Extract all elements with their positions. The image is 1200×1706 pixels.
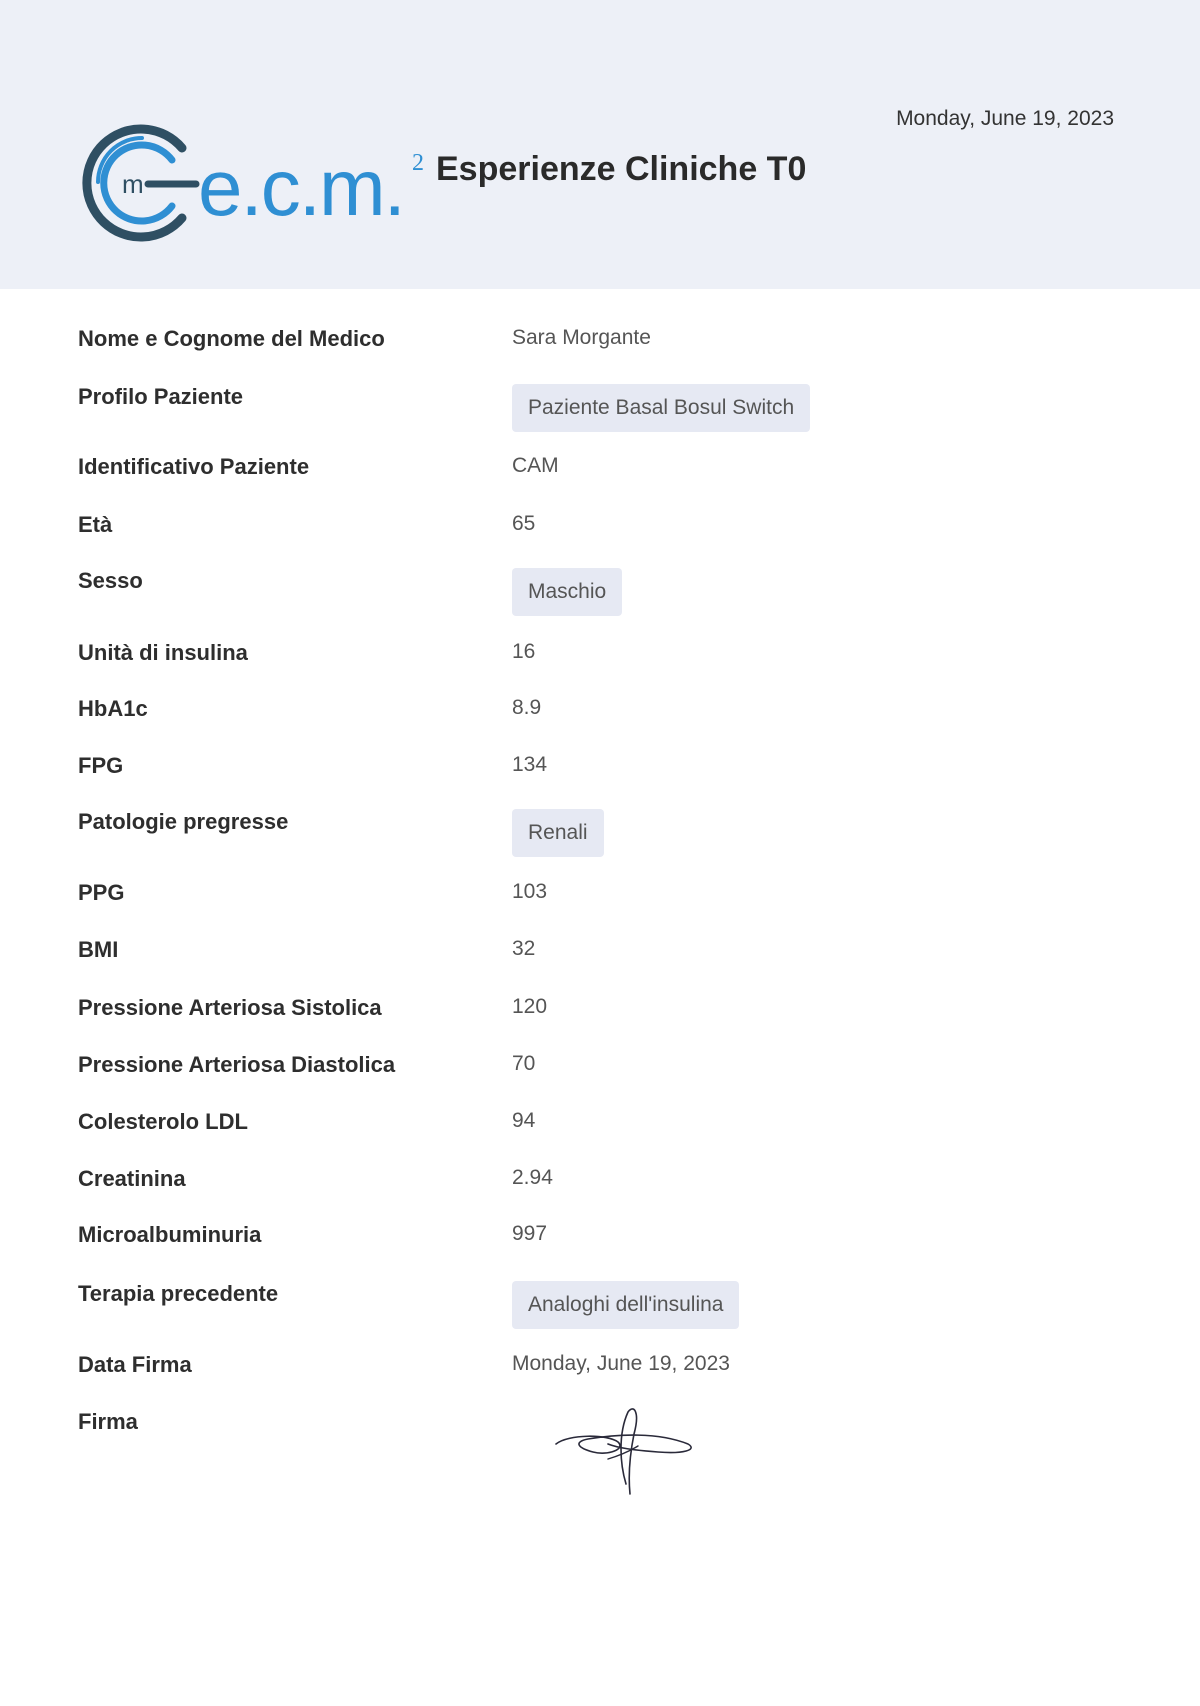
header-date: Monday, June 19, 2023: [896, 107, 1114, 130]
logo-text: e.c.m.: [198, 143, 404, 232]
field-value: 70: [512, 1052, 536, 1075]
ecm-logo: [78, 120, 428, 245]
field-value: 997: [512, 1222, 548, 1245]
field-label: BMI: [78, 937, 119, 962]
logo-superscript: 2: [412, 150, 424, 176]
signature-image: [548, 1404, 698, 1499]
field-value: 134: [512, 753, 548, 776]
field-label: Sesso: [78, 568, 143, 593]
field-label: Patologie pregresse: [78, 809, 289, 834]
field-label: HbA1c: [78, 696, 148, 721]
field-label: Unità di insulina: [78, 640, 248, 665]
field-chip: Analoghi dell'insulina: [512, 1281, 739, 1329]
field-label: Pressione Arteriosa Diastolica: [78, 1052, 396, 1077]
field-value: 8.9: [512, 696, 542, 719]
field-value: 65: [512, 512, 536, 535]
field-chip: Paziente Basal Bosul Switch: [512, 384, 810, 432]
field-value: 32: [512, 937, 536, 960]
field-value: 103: [512, 880, 548, 903]
field-label: Terapia precedente: [78, 1281, 279, 1306]
field-label: Colesterolo LDL: [78, 1109, 248, 1134]
field-label: Profilo Paziente: [78, 384, 244, 409]
field-value: 120: [512, 995, 548, 1018]
page-title: Esperienze Cliniche T0: [436, 150, 807, 188]
field-label: Nome e Cognome del Medico: [78, 326, 385, 351]
field-chip: Maschio: [512, 568, 622, 616]
field-label: PPG: [78, 880, 125, 905]
field-chip: Renali: [512, 809, 604, 857]
field-value: 2.94: [512, 1166, 553, 1189]
logo-badge-letter: m: [122, 169, 144, 199]
field-value: CAM: [512, 454, 559, 477]
field-value: Sara Morgante: [512, 326, 651, 349]
field-value: 16: [512, 640, 536, 663]
field-label: Pressione Arteriosa Sistolica: [78, 995, 382, 1020]
field-label: Età: [78, 512, 113, 537]
field-label: Data Firma: [78, 1352, 192, 1377]
field-label: FPG: [78, 753, 124, 778]
header-banner: [0, 0, 1200, 289]
field-label: Microalbuminuria: [78, 1222, 262, 1247]
field-value: Monday, June 19, 2023: [512, 1352, 730, 1375]
field-value: 94: [512, 1109, 536, 1132]
field-label: Creatinina: [78, 1166, 186, 1191]
field-label: Firma: [78, 1409, 138, 1434]
field-label: Identificativo Paziente: [78, 454, 310, 479]
